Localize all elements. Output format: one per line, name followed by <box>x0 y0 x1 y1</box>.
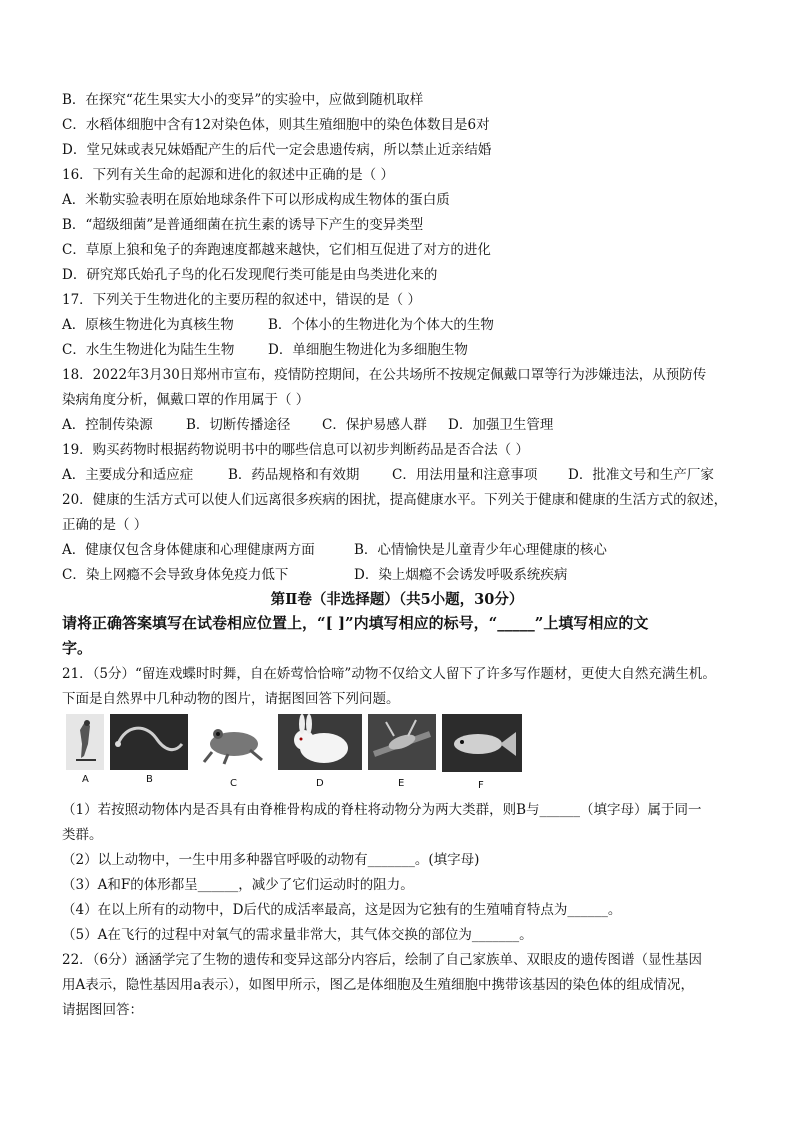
q17-option-a: A．原核生物进化为真核生物 <box>62 317 234 333</box>
q21-part1-line2: 类群。 <box>62 827 103 843</box>
q17-option-d: D．单细胞生物进化为多细胞生物 <box>268 342 468 358</box>
q17-options-row1 <box>62 316 494 334</box>
q19-option-a: A．主要成分和适应症 <box>62 467 194 483</box>
figure-a-bird <box>66 714 104 770</box>
q20-option-a: A．健康仅包含身体健康和心理健康两方面 <box>62 542 315 558</box>
q21-part2: （2）以上动物中，一生中用多种器官呼吸的动物有_______。(填字母) <box>62 852 480 868</box>
q17-stem: 17．下列关于生物进化的主要历程的叙述中，错误的是（ ） <box>62 292 421 308</box>
figure-c-frog <box>198 714 268 770</box>
q18-option-c: C．保护易感人群 <box>322 417 427 433</box>
q15-option-c: C．水稻体细胞中含有12对染色体，则其生殖细胞中的染色体数目是6对 <box>62 117 490 133</box>
q17-option-b: B．个体小的生物进化为个体大的生物 <box>268 317 494 333</box>
q18-stem-line2: 染病角度分析，佩戴口罩的作用属于（ ） <box>62 392 310 408</box>
q16-option-a: A．米勒实验表明在原始地球条件下可以形成构成生物体的蛋白质 <box>62 192 450 208</box>
figure-d-rabbit <box>278 714 362 770</box>
figure-label-c: C <box>230 778 237 789</box>
q22-stem-line1: 22．（6分）涵涵学完了生物的遗传和变异这部分内容后，绘制了自己家族单、双眼皮的遗传图谱（显性基因 <box>62 952 703 968</box>
q18-options <box>62 416 553 434</box>
q21-stem-line2: 下面是自然界中几种动物的图片，请据图回答下列问题。 <box>62 691 400 707</box>
q20-option-b: B．心情愉快是儿童青少年心理健康的核心 <box>354 542 607 558</box>
q20-stem-line1: 20．健康的生活方式可以使人们远离很多疾病的困扰，提高健康水平。下列关于健康和健康的生活方式的叙述， <box>62 492 728 508</box>
q16-option-b: B．“超级细菌”是普通细菌在抗生素的诱导下产生的变异类型 <box>62 217 424 233</box>
q21-part4: （4）在以上所有的动物中，D后代的成活率最高，这是因为它独有的生殖哺育特点为______。 <box>62 902 622 918</box>
q18-option-d: D．加强卫生管理 <box>448 417 554 433</box>
q19-option-d: D．批准文号和生产厂家 <box>568 467 714 483</box>
q19-stem: 19．购买药物时根据药物说明书中的哪些信息可以初步判断药品是否合法（ ） <box>62 442 529 458</box>
figure-f-fish <box>442 714 522 772</box>
q21-stem-line1: 21．（5分）“留连戏蝶时时舞，自在娇莺恰恰啼”动物不仅给文人留下了许多写作题材，更使大自然充满生机。 <box>62 666 716 682</box>
q19-option-c: C．用法用量和注意事项 <box>392 467 538 483</box>
figure-label-a: A <box>82 774 89 785</box>
figure-e-insect <box>368 714 436 770</box>
q18-option-a: A．控制传染源 <box>62 417 153 433</box>
q22-stem-line3: 请据图回答： <box>62 1002 143 1018</box>
q20-options-row2 <box>62 566 567 584</box>
q16-stem: 16．下列有关生命的起源和进化的叙述中正确的是（ ） <box>62 167 394 183</box>
q18-option-b: B．切断传播途径 <box>186 417 291 433</box>
q16-option-d: D．研究郑氏始孔子鸟的化石发现爬行类可能是由鸟类进化来的 <box>62 267 438 283</box>
q15-option-b: B．在探究“花生果实大小的变异”的实验中，应做到随机取样 <box>62 92 424 108</box>
figure-b-worm <box>110 714 188 770</box>
figure-label-e: E <box>398 778 405 789</box>
q19-option-b: B．药品规格和有效期 <box>228 467 360 483</box>
section2-instruction-line2: 字。 <box>62 639 93 657</box>
animal-figures <box>66 714 536 790</box>
figure-label-f: F <box>478 780 484 791</box>
q20-stem-line2: 正确的是（ ） <box>62 517 148 533</box>
section2-instruction-line1: 请将正确答案填写在试卷相应位置上，“[ ]”内填写相应的标号，“_____”上填写相应的文 <box>62 614 649 632</box>
q16-option-c: C．草原上狼和兔子的奔跑速度都越来越快，它们相互促进了对方的进化 <box>62 242 491 258</box>
q21-part1-line1: （1）若按照动物体内是否具有由脊椎骨构成的脊柱将动物分为两大类群，则B与______（填字母）属于同一 <box>62 802 702 818</box>
q21-part5: （5）A在飞行的过程中对氧气的需求量非常大，其气体交换的部位为_______。 <box>62 927 533 943</box>
figure-label-b: B <box>146 774 153 785</box>
q17-option-c: C．水生生物进化为陆生生物 <box>62 342 235 358</box>
q15-option-d: D．堂兄妹或表兄妹婚配产生的后代一定会患遗传病，所以禁止近亲结婚 <box>62 142 492 158</box>
figure-label-d: D <box>316 778 324 789</box>
q20-options-row1 <box>62 541 607 559</box>
q22-stem-line2: 用A表示，隐性基因用a表示），如图甲所示，图乙是体细胞及生殖细胞中携带该基因的染色体的组成情况， <box>62 977 695 993</box>
q20-option-d: D．染上烟瘾不会诱发呼吸系统疾病 <box>354 567 568 583</box>
section2-title: 第Ⅱ卷（非选择题）（共5小题，30分） <box>270 591 524 608</box>
q19-options <box>62 466 714 484</box>
q18-stem-line1: 18．2022年3月30日郑州市宣布，疫情防控期间，在公共场所不按规定佩戴口罩等行为涉嫌违法，从预防传 <box>62 367 707 383</box>
q20-option-c: C．染上网瘾不会导致身体免疫力低下 <box>62 567 289 583</box>
q17-options-row2 <box>62 341 468 359</box>
q21-part3: （3）A和F的体形都呈______，减少了它们运动时的阻力。 <box>62 877 414 893</box>
